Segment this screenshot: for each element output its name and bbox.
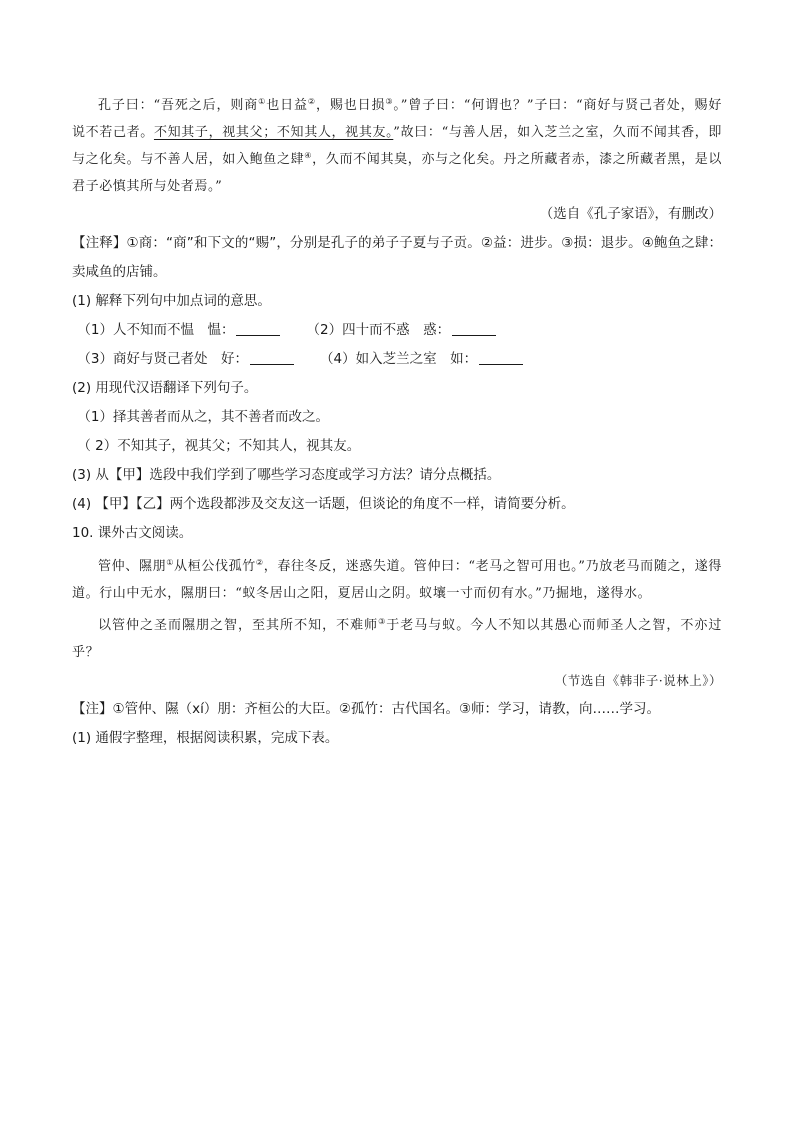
passage-text: ”故曰：“与善人居，如入芝兰之室，久而不闻其香，即与之化矣。与不善人居，如入鲍鱼之肆	[72, 125, 722, 167]
footnote-mark: ③	[385, 97, 394, 106]
footnote-mark: ②	[255, 558, 264, 567]
question-item: （2）四十而不惑 惑：	[306, 322, 451, 338]
question-2-item-1: （1）择其善者而从之，其不善者而改之。	[77, 409, 329, 425]
footnote-mark: ①	[166, 558, 175, 567]
passage-text: ，春往冬反，迷惑失道。管仲曰：“老马之智可用也。”乃放老马而随之，遂得道。行山中无水，隰朋曰：“蚁冬居山之阳，夏居山之阴。蚁壤一寸而仞有水。”乃掘地，遂得水。	[72, 559, 722, 601]
passage-text: 管仲、隰朋	[98, 559, 167, 574]
question-2-item-2: （ 2）不知其子，视其父；不知其人，视其友。	[77, 438, 361, 454]
passage-text: 以管仲之圣而隰朋之智，至其所不知，不难师	[98, 618, 379, 633]
question-item: （4）如入芝兰之室 如：	[319, 351, 478, 367]
footnote-mark: ②	[307, 97, 316, 106]
question-10-1: (1) 通假字整理，根据阅读积累，完成下表。	[72, 730, 339, 746]
passage-text: 也日益	[266, 98, 308, 113]
source-citation: （选自《孔子家语》，有删改）	[539, 206, 722, 222]
source-citation-10: （节选自《韩非子·说林上》）	[554, 673, 722, 688]
footnote-mark: ①	[258, 97, 267, 106]
annotation-notes: 【注释】①商：“商”和下文的“赐”，分别是孔子的弟子子夏与子贡。②益：进步。③损：退步。④鲍鱼之肆：卖咸鱼的店铺。	[72, 235, 722, 280]
classical-passage-10b	[72, 612, 722, 666]
section-10-heading: 10. 课外古文阅读。	[72, 525, 193, 541]
question-1-row-a	[72, 316, 722, 345]
classical-passage-yi	[72, 92, 722, 200]
classical-passage-10a	[72, 553, 722, 607]
question-item: （3）商好与贤己者处 好：	[77, 351, 248, 367]
passage-text: ，久而不闻其臭，亦与之化矣。丹之所藏者赤，漆之所藏者黑，是以君子必慎其所与处者焉。”	[72, 152, 722, 194]
passage-text: 孔子曰：“吾死之后，则商	[98, 98, 259, 113]
question-2-title: (2) 用现代汉语翻译下列句子。	[72, 380, 258, 396]
question-item: （1）人不知而不愠 愠：	[77, 322, 235, 338]
passage-text: 从桓公伐孤竹	[174, 559, 256, 574]
question-1-title: (1) 解释下列句中加点词的意思。	[72, 293, 271, 309]
answer-blank[interactable]	[452, 321, 496, 336]
annotation-notes-10: 【注】①管仲、隰（xí）朋：齐桓公的大臣。②孤竹：古代国名。③师：学习，请教，向……学习。	[72, 701, 661, 717]
footnote-mark: ④	[304, 151, 313, 160]
answer-blank[interactable]	[236, 321, 280, 336]
underlined-sentence: 不知其子，视其父；不知其人，视其友。	[153, 125, 394, 140]
question-4: (4) 【甲】【乙】两个选段都涉及交友这一话题，但谈论的角度不一样，请简要分析。	[72, 496, 575, 512]
page-content	[72, 92, 722, 753]
question-1-row-b	[72, 345, 722, 374]
answer-blank[interactable]	[479, 350, 523, 365]
question-3: (3) 从【甲】选段中我们学到了哪些学习态度或学习方法？请分点概括。	[72, 467, 501, 483]
passage-text: 于老马与蚁。今人不知以其愚心而师圣人之智，不亦过乎？	[72, 618, 722, 660]
answer-blank[interactable]	[250, 350, 294, 365]
footnote-mark: ③	[378, 617, 387, 626]
passage-text: ，赐也日损	[315, 98, 386, 113]
passage-text: 。”曾子曰：“何谓也？”子曰：“商好与贤己者处，赐好说不若己者。	[72, 98, 722, 140]
